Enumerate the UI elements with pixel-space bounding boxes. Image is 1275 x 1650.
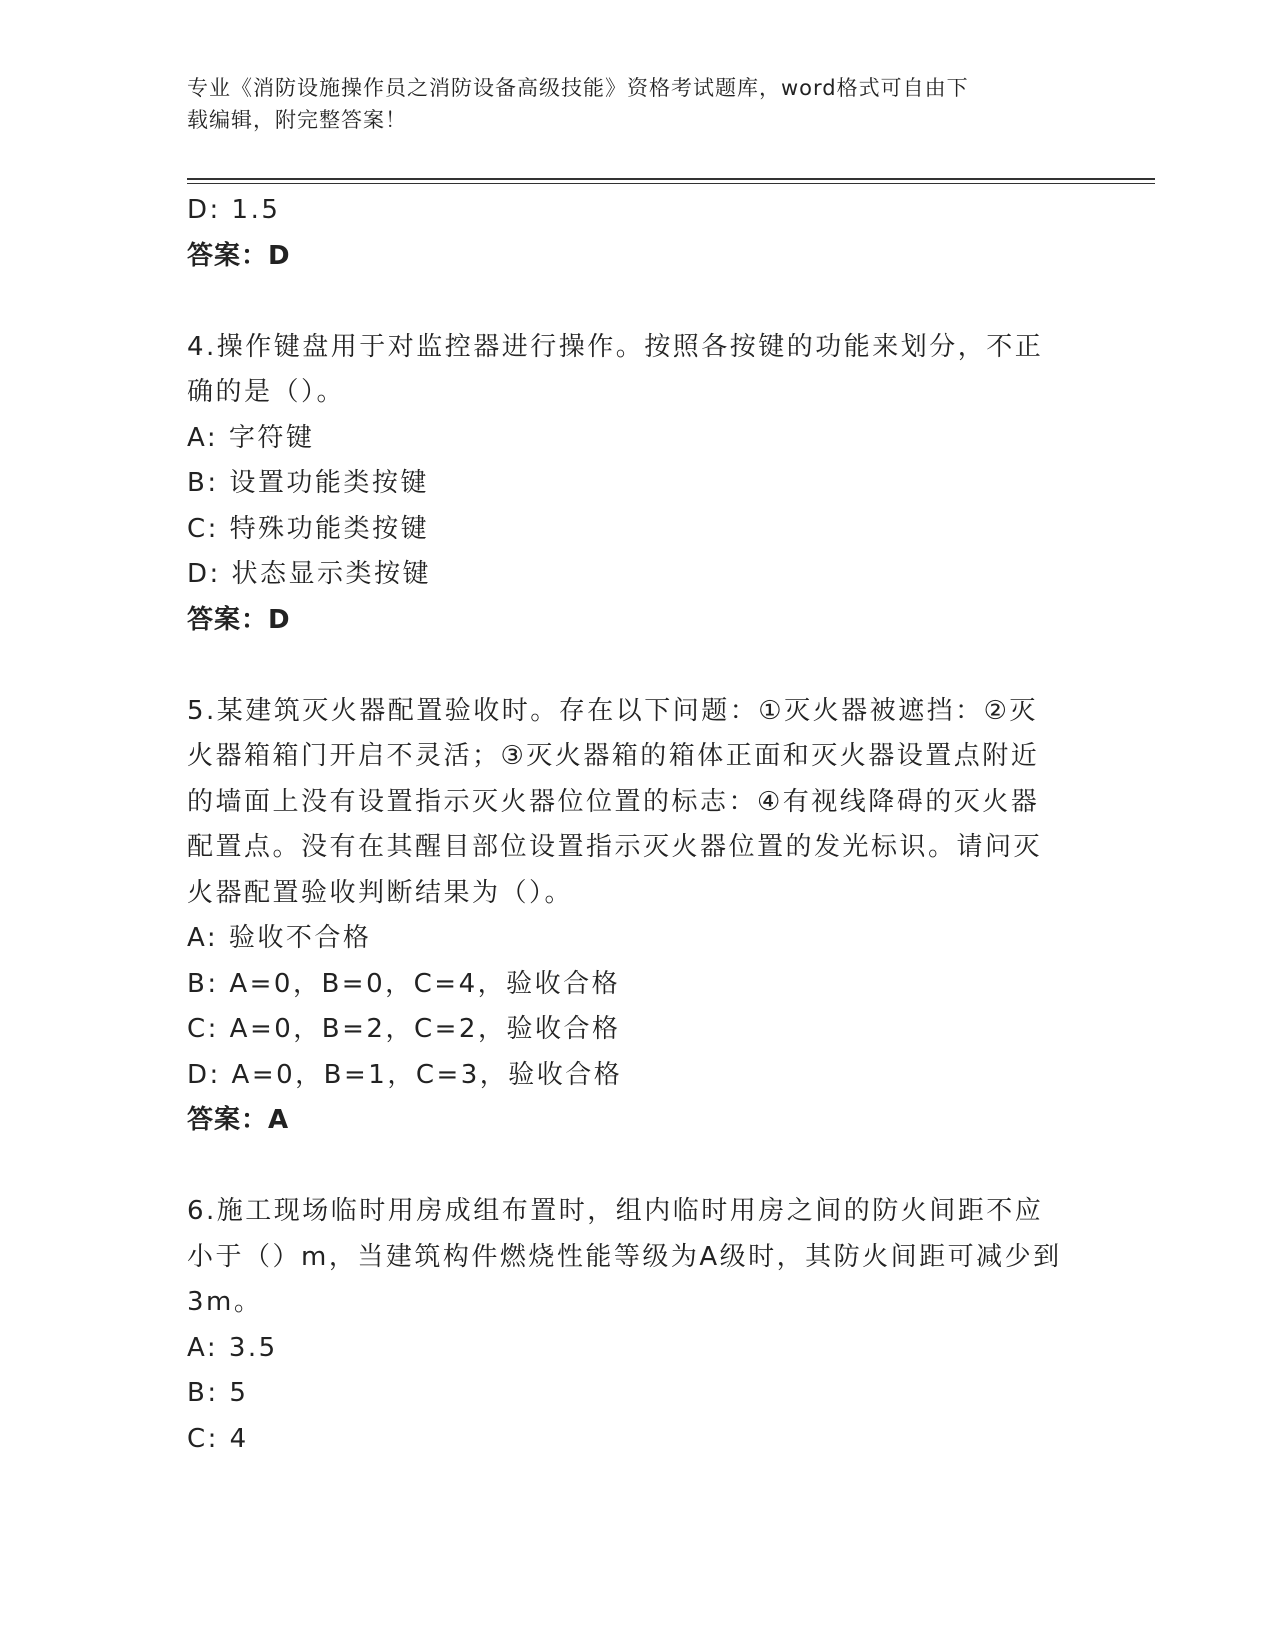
question-stem: 的墙面上没有设置指示灭火器位位置的标志：④有视线降碍的灭火器 [187,786,1040,817]
answer: 答案：A [187,1105,290,1135]
question-stem: 6.施工现场临时用房成组布置时，组内临时用房之间的防火间距不应 [187,1196,1044,1226]
question-6 [187,1189,1067,1462]
option-c: C: A=0，B=2，C=2，验收合格 [187,1014,621,1044]
question-stem: 火器箱箱门开启不灵活；③灭火器箱的箱体正面和灭火器设置点附近 [187,741,1040,771]
header-divider-thick [187,178,1155,180]
answer: 答案：D [187,604,291,635]
question-stem: 5.某建筑灭火器配置验收时。存在以下问题：①灭火器被遮挡：②灭 [187,695,1038,726]
option-d: D: A=0，B=1，C=3，验收合格 [187,1059,623,1090]
question-stem: 确的是（）。 [187,377,346,407]
option-b: B: 5 [187,1378,249,1408]
question-stem: 火器配置验收判断结果为（）。 [187,877,574,908]
question-3-tail [187,188,1067,279]
spacer [187,1144,1067,1190]
header-line-1: 专业《消防设施操作员之消防设备高级技能》资格考试题库，word格式可自由下 [187,76,969,100]
option-d: D: 状态显示类按键 [187,559,432,589]
question-stem: 4.操作键盘用于对监控器进行操作。按照各按键的功能来划分，不正 [187,331,1044,362]
option-c: C: 特殊功能类按键 [187,513,430,544]
option-b: B: 设置功能类按键 [187,468,429,498]
option-c: C: 4 [187,1423,249,1454]
question-stem: 小于（）m，当建筑构件燃烧性能等级为A级时，其防火间距可减少到 [187,1241,1062,1272]
answer: 答案：D [187,240,291,271]
option-a: A: 验收不合格 [187,923,372,953]
option-d: D: 1.5 [187,195,281,225]
document-header [187,72,1067,136]
header-divider-thin [187,183,1155,184]
question-list [187,188,1067,1462]
header-line-2: 载编辑，附完整答案！ [187,108,407,132]
spacer [187,643,1067,689]
spacer [187,279,1067,325]
question-5 [187,689,1067,1144]
question-stem: 配置点。没有在其醒目部位设置指示灭火器位置的发光标识。请问灭 [187,832,1043,862]
question-4 [187,325,1067,644]
option-a: A: 3.5 [187,1332,278,1363]
option-a: A: 字符键 [187,422,315,453]
question-stem: 3m。 [187,1287,263,1317]
option-b: B: A=0，B=0，C=4，验收合格 [187,968,621,999]
